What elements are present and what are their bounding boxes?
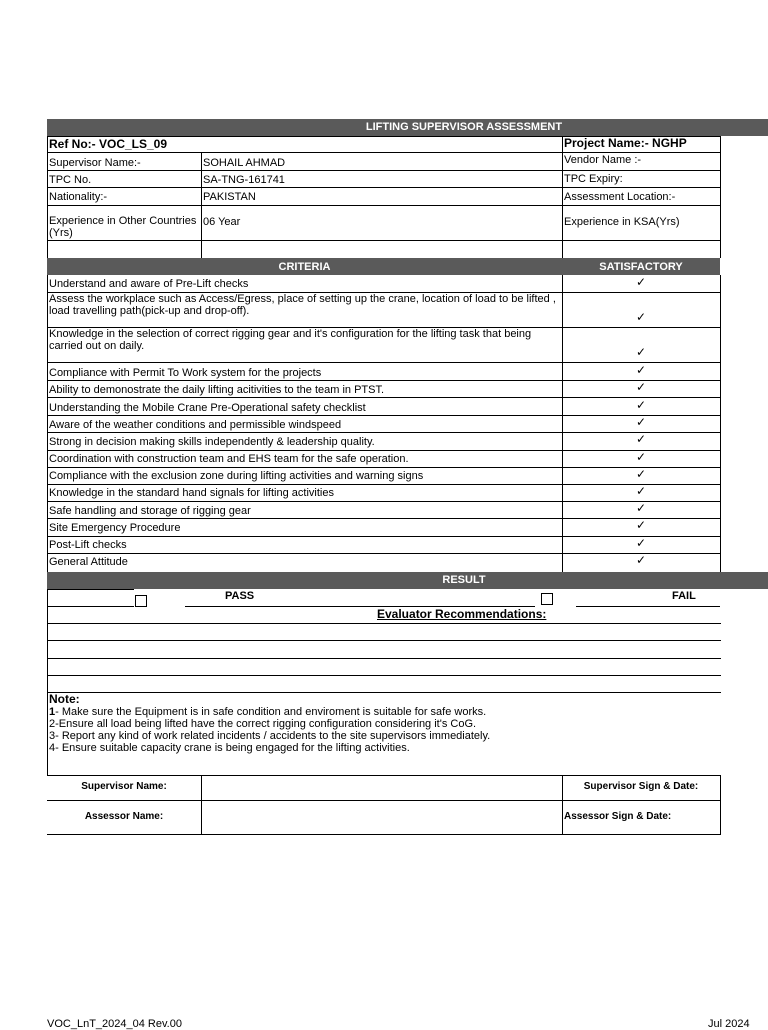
result-header-bar (47, 572, 768, 589)
pass-label: PASS (225, 590, 255, 602)
criteria-item: Compliance with Permit To Work system for the projects (49, 367, 322, 379)
form-title: LIFTING SUPERVISOR ASSESSMENT (365, 121, 563, 133)
line (47, 606, 48, 776)
line (47, 692, 721, 693)
experience-other-value[interactable]: 06 Year (203, 216, 241, 228)
criteria-item: Post-Lift checks (49, 539, 127, 551)
criteria-item: Ability to demonostrate the daily lifting acitivities to the team in PTST. (49, 384, 385, 396)
line (47, 589, 48, 607)
nationality-value[interactable]: PAKISTAN (203, 191, 256, 203)
tpc-number-value[interactable]: SA-TNG-161741 (203, 174, 285, 186)
line (47, 589, 134, 590)
line (47, 834, 721, 835)
note-line-1-number: 1 (49, 706, 56, 718)
check-mark-icon: ✓ (635, 432, 647, 446)
criteria-item: Aware of the weather conditions and permissible windspeed (49, 419, 342, 431)
criteria-item: Understanding the Mobile Crane Pre-Operational safety checklist (49, 402, 366, 414)
line (562, 275, 563, 572)
supervisor-sign-label: Supervisor Sign & Date: (583, 781, 699, 792)
criteria-item: Knowledge in the selection of correct rigging gear and it's configuration for the lifting task that being carried out on daily. (49, 328, 532, 352)
line (47, 450, 720, 451)
criteria-item: Strong in decision making skills independently & leadership quality. (49, 436, 375, 448)
line (47, 380, 720, 381)
line (47, 170, 720, 171)
check-mark-icon: ✓ (635, 345, 647, 359)
line (47, 675, 721, 676)
line (47, 658, 721, 659)
note-line-4: 4- Ensure suitable capacity crane is being engaged for the lifting activities. (49, 742, 410, 754)
supervisor-name-value[interactable]: SOHAIL AHMAD (203, 157, 286, 169)
result-header: RESULT (442, 574, 486, 586)
line (720, 275, 721, 572)
satisfactory-header: SATISFACTORY (599, 261, 683, 273)
pass-checkbox[interactable] (135, 595, 147, 607)
line (47, 501, 720, 502)
supervisor-name-signature-label: Supervisor Name: (81, 781, 167, 792)
supervisor-name-label: Supervisor Name:- (49, 157, 141, 169)
check-mark-icon: ✓ (635, 363, 647, 377)
note-line-1-text: - Make sure the Equipment is in safe condition and enviroment is suitable for safe works. (55, 706, 487, 718)
criteria-item: Coordination with construction team and EHS team for the safe operation. (49, 453, 409, 465)
note-line-2: 2-Ensure all load being lifted have the correct rigging configuration considering it's CoG. (49, 718, 477, 730)
note-line-3: 3- Report any kind of work related incidents / accidents to the site supervisors immediately. (49, 730, 491, 742)
criteria-header: CRITERIA (278, 261, 331, 273)
check-mark-icon: ✓ (635, 450, 647, 464)
criteria-item: Understand and aware of Pre-Lift checks (49, 278, 249, 290)
criteria-item: Knowledge in the standard hand signals for lifting activities (49, 487, 334, 499)
check-mark-icon: ✓ (635, 275, 647, 289)
line (720, 136, 721, 258)
line (47, 205, 720, 206)
check-mark-icon: ✓ (635, 536, 647, 550)
line (47, 397, 720, 398)
line (47, 640, 721, 641)
line (47, 152, 720, 153)
check-mark-icon: ✓ (635, 501, 647, 515)
nationality-label: Nationality:- (49, 191, 108, 203)
criteria-item: Safe handling and storage of rigging gear (49, 505, 251, 517)
line (47, 623, 721, 624)
line (47, 187, 720, 188)
check-mark-icon: ✓ (635, 518, 647, 532)
criteria-header-bar (47, 258, 720, 275)
criteria-item: Assess the workplace such as Access/Egress, place of setting up the crane, location of load to be lifted , load travelling path(pick-up and drop-off). (49, 293, 556, 317)
form-title-bar (47, 119, 768, 136)
check-mark-icon: ✓ (635, 415, 647, 429)
line (47, 432, 720, 433)
line (47, 415, 720, 416)
fail-label: FAIL (672, 590, 696, 602)
line (47, 606, 134, 607)
tpc-number-label: TPC No. (49, 174, 92, 186)
note-title: Note: (49, 692, 80, 706)
check-mark-icon: ✓ (635, 553, 647, 567)
line (47, 518, 720, 519)
check-mark-icon: ✓ (635, 310, 647, 324)
line (47, 275, 48, 572)
fail-checkbox[interactable] (541, 593, 553, 605)
ref-number: Ref No:- VOC_LS_09 (49, 137, 168, 151)
criteria-item: Compliance with the exclusion zone during lifting activities and warning signs (49, 470, 424, 482)
supervisor-name-field[interactable] (202, 776, 562, 800)
line (47, 553, 720, 554)
line (47, 240, 720, 241)
check-mark-icon: ✓ (635, 380, 647, 394)
footer-document-code: VOC_LnT_2024_04 Rev.00 (47, 1018, 182, 1030)
assessment-location-label: Assessment Location:- (564, 191, 676, 203)
experience-ksa-label: Experience in KSA(Yrs) (564, 216, 680, 228)
assessor-sign-label: Assessor Sign & Date: (564, 811, 672, 822)
experience-other-label: Experience in Other Countries (Yrs) (49, 215, 197, 239)
assessor-name-label: Assessor Name: (84, 811, 164, 822)
criteria-item: Site Emergency Procedure (49, 522, 181, 534)
check-mark-icon: ✓ (635, 484, 647, 498)
line (576, 606, 720, 607)
check-mark-icon: ✓ (635, 467, 647, 481)
line (47, 467, 720, 468)
vendor-name-label: Vendor Name :- (564, 154, 642, 166)
assessor-name-field[interactable] (202, 801, 562, 834)
line (47, 484, 720, 485)
project-name: Project Name:- NGHP (564, 136, 687, 150)
note-line-1 (49, 706, 486, 718)
line (47, 536, 720, 537)
line (720, 775, 721, 835)
footer-date: Jul 2024 (708, 1018, 750, 1030)
check-mark-icon: ✓ (635, 398, 647, 412)
tpc-expiry-label: TPC Expiry: (564, 173, 623, 185)
criteria-item: General Attitude (49, 556, 128, 568)
line (47, 362, 720, 363)
evaluator-recommendations-label: Evaluator Recommendations: (377, 607, 547, 621)
